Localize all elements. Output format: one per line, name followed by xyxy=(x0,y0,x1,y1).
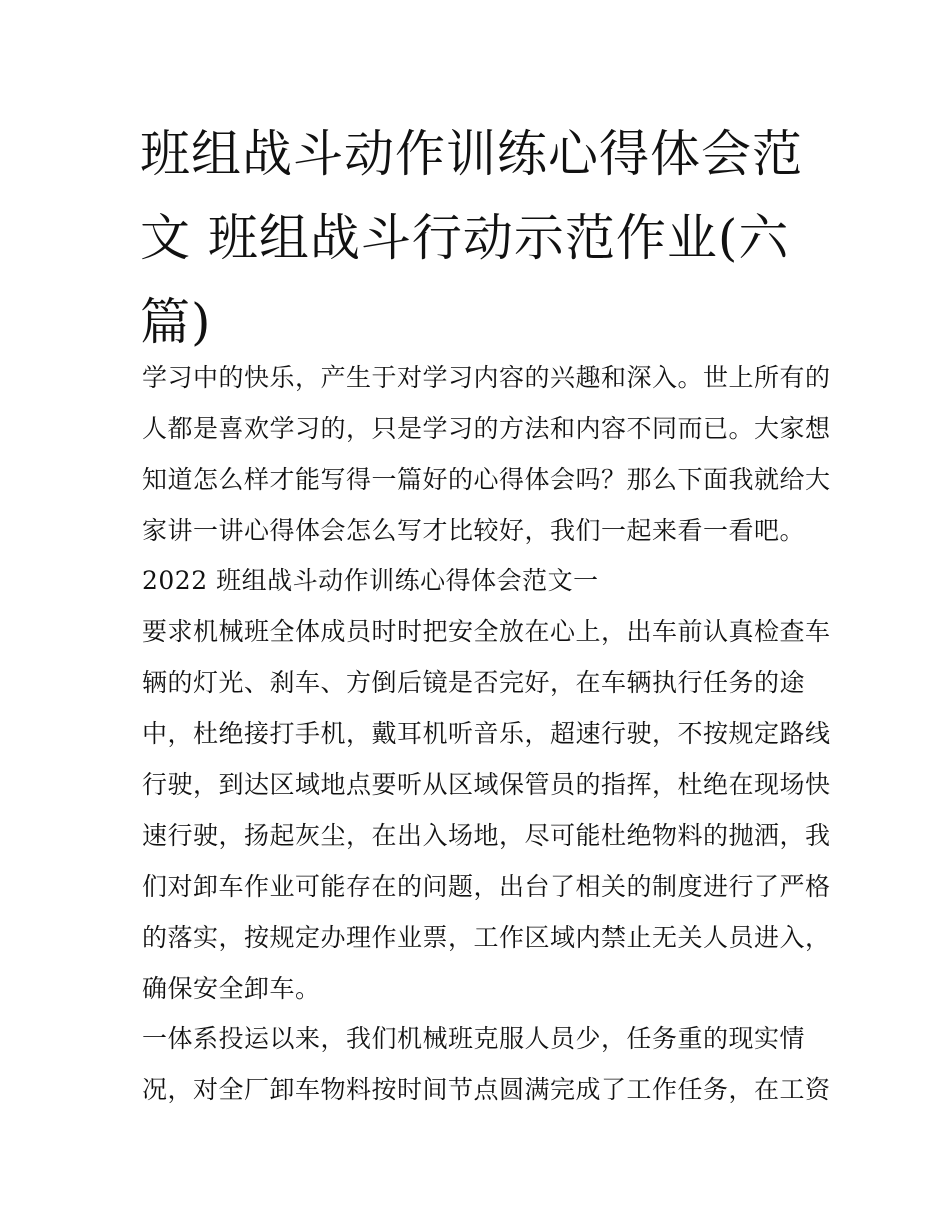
text-line: 人都是喜欢学习的，只是学习的方法和内容不同而已。大家想 xyxy=(142,414,831,443)
section-heading: 2022 班组战斗动作训练心得体会范文一 xyxy=(142,566,599,595)
text-line: 中，杜绝接打手机，戴耳机听音乐，超速行驶，不按规定路线 xyxy=(142,719,831,748)
text-line: 一体系投运以来，我们机械班克服人员少，任务重的现实情 xyxy=(142,1024,806,1053)
text-line: 学习中的快乐，产生于对学习内容的兴趣和深入。世上所有的 xyxy=(142,363,831,392)
body-paragraph xyxy=(142,606,831,1014)
text-line: 辆的灯光、刹车、方倒后镜是否完好，在车辆执行任务的途 xyxy=(142,668,806,697)
document-title xyxy=(140,112,820,364)
title-line: 文 班组战斗行动示范作业(六 xyxy=(140,209,790,267)
body-paragraph xyxy=(142,1013,831,1115)
title-line: 班组战斗动作训练心得体会范 xyxy=(140,125,803,183)
text-line: 要求机械班全体成员时时把安全放在心上，出车前认真检查车 xyxy=(142,617,831,646)
text-line: 家讲一讲心得体会怎么写才比较好，我们一起来看一看吧。 xyxy=(142,516,806,545)
text-line: 行驶，到达区域地点要听从区域保管员的指挥，杜绝在现场快 xyxy=(142,770,831,799)
intro-paragraph xyxy=(142,352,831,556)
title-line: 篇) xyxy=(140,293,212,351)
text-line: 们对卸车作业可能存在的问题，出台了相关的制度进行了严格 xyxy=(142,872,831,901)
text-line: 确保安全卸车。 xyxy=(142,974,321,1003)
text-line: 况，对全厂卸车物料按时间节点圆满完成了工作任务，在工资 xyxy=(142,1075,831,1104)
text-line: 速行驶，扬起灰尘，在出入场地，尽可能杜绝物料的抛洒，我 xyxy=(142,821,831,850)
text-line: 的落实，按规定办理作业票，工作区域内禁止无关人员进入， xyxy=(142,923,831,952)
text-line: 知道怎么样才能写得一篇好的心得体会吗？那么下面我就给大 xyxy=(142,465,831,494)
